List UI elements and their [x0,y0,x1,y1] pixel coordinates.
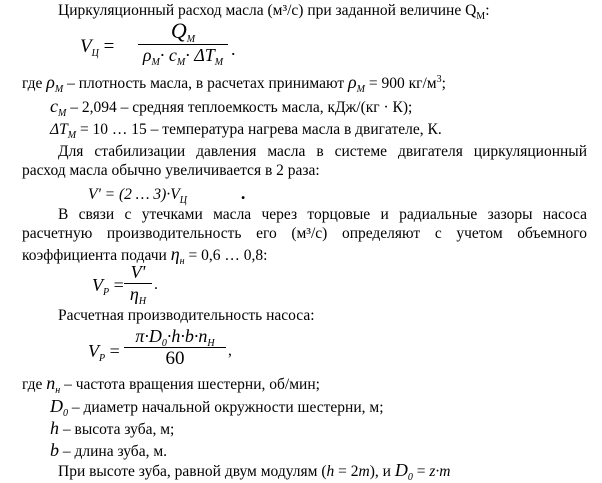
text-line-8: h – высота зуба, м; [50,418,175,438]
fraction-1: QМ $\rho_М\cdot c_М\cdot \Delta T_М$ [138,18,228,66]
text-line-2: где $\rho_М$ – плотность масла, в расчетах принимают $\rho_М = 900$ $кг/м^3$; [22,72,446,95]
text-line-3: $c_М - 2,094$ – средняя теплоемкость масла, кДж/(кг · К); [50,96,413,119]
text-line-5: Расчетная производительность насоса: [58,307,315,324]
formula-increased-flow: V' = (2 … $3)\cdot V_Ц$ . [88,183,246,206]
text-line-1: Циркуляционный расход масла (м³/с) при заданной величине $Q_М$: [58,2,490,22]
text-line-10: При высоте зуба, равной двум модулям (h = 2m), и $D_0 = z\cdot m$ [58,460,451,483]
text-line-9: b – длина зуба, м. [50,440,168,460]
paragraph-1-line-1: Для стабилизации давления масла в системе двигателя циркуляционный [58,143,587,160]
paragraph-2-line-1: В связи с утечками масла через торцовые и радиальные зазоры насоса [58,206,587,223]
text-line-6: где $n_н$ – частота вращения шестерни, об/мин; [22,373,320,396]
fraction-3: V' $\eta_Н$ [124,262,152,305]
paragraph-1-line-2: расход масла обычно увеличивается в 2 раза: [22,162,320,179]
text-line-4: $\Delta T_М = 10$ … 15 – температура нагрева масла в двигателе, К. [50,121,442,141]
text-line-7: $D_0$ – диаметр начальной окружности шестерни, м; [50,396,384,419]
paragraph-2-line-3: коэффициента подачи $\eta_н = 0,6$ … 0,8: [22,244,268,267]
paragraph-2-line-2: расчетную производительность его (м³/с) определяют с учетом объемного [22,225,587,242]
fraction-4: $\pi\cdot D_0\cdot h\cdot b\cdot n_Н$ 60 [124,326,226,370]
